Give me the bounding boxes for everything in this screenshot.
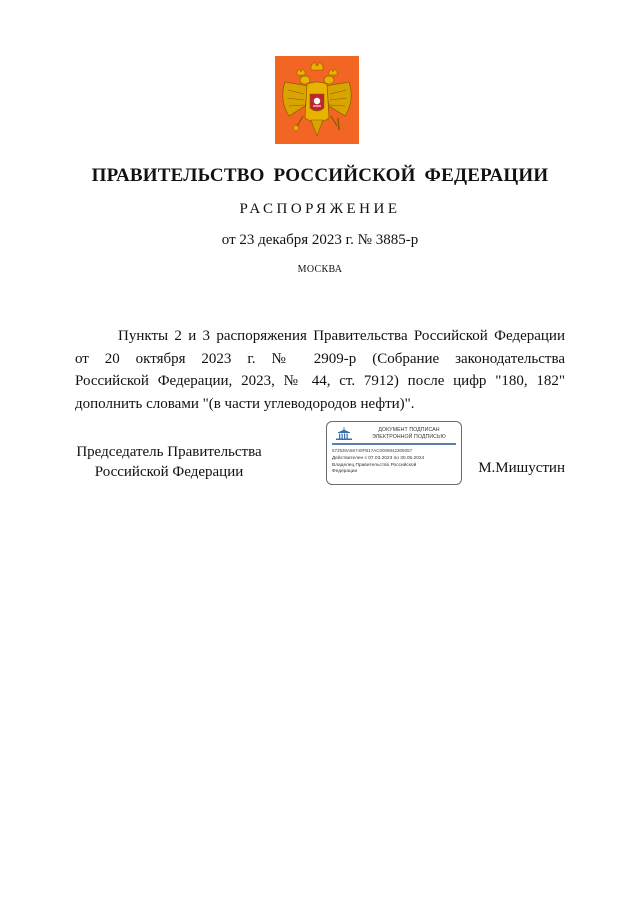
certificate-owner: Федерации [332,469,358,474]
government-building-icon [333,426,355,442]
document-body [75,325,565,415]
stamp-divider [332,443,456,445]
certificate-validity: Действителен с 07.03.2023 по 30.05.2024 [332,456,425,461]
stamp-heading [359,427,459,440]
signer-position-line: Председатель Правительства [76,444,262,460]
stamp-heading-line: ЭЛЕКТРОННОЙ ПОДПИСЬЮ [372,433,446,440]
signer-position-line: Российской Федерации [94,464,244,480]
body-line: от 20 октября 2023 г. № 2909-р (Собрание законодательства [75,350,565,367]
russian-coat-of-arms-icon [275,56,359,144]
government-title: ПРАВИТЕЛЬСТВО РОССИЙСКОЙ ФЕДЕРАЦИИ [91,165,549,186]
body-line: дополнить словами "(в части углеводородов нефти)". [75,395,415,412]
document-type: РАСПОРЯЖЕНИЕ [239,201,401,217]
signer-position [64,442,274,482]
document-date-number: от 23 декабря 2023 г. № 3885-р [221,232,419,248]
stamp-heading-line: ДОКУМЕНТ ПОДПИСАН [378,427,440,433]
certificate-owner: Владелец Правительство Российской [332,463,417,468]
document-city: МОСКВА [297,264,343,275]
signer-name: М.Мишустин [478,460,565,476]
body-line: Российской Федерации, 2023, № 44, ст. 7912) после цифр "180, 182" [75,373,565,389]
certificate-serial: 572530A66740FB17AC0008842309057 [332,448,413,453]
body-line: Пункты 2 и 3 распоряжения Правительства Российской Федерации [118,328,565,344]
electronic-signature-stamp [326,421,462,485]
